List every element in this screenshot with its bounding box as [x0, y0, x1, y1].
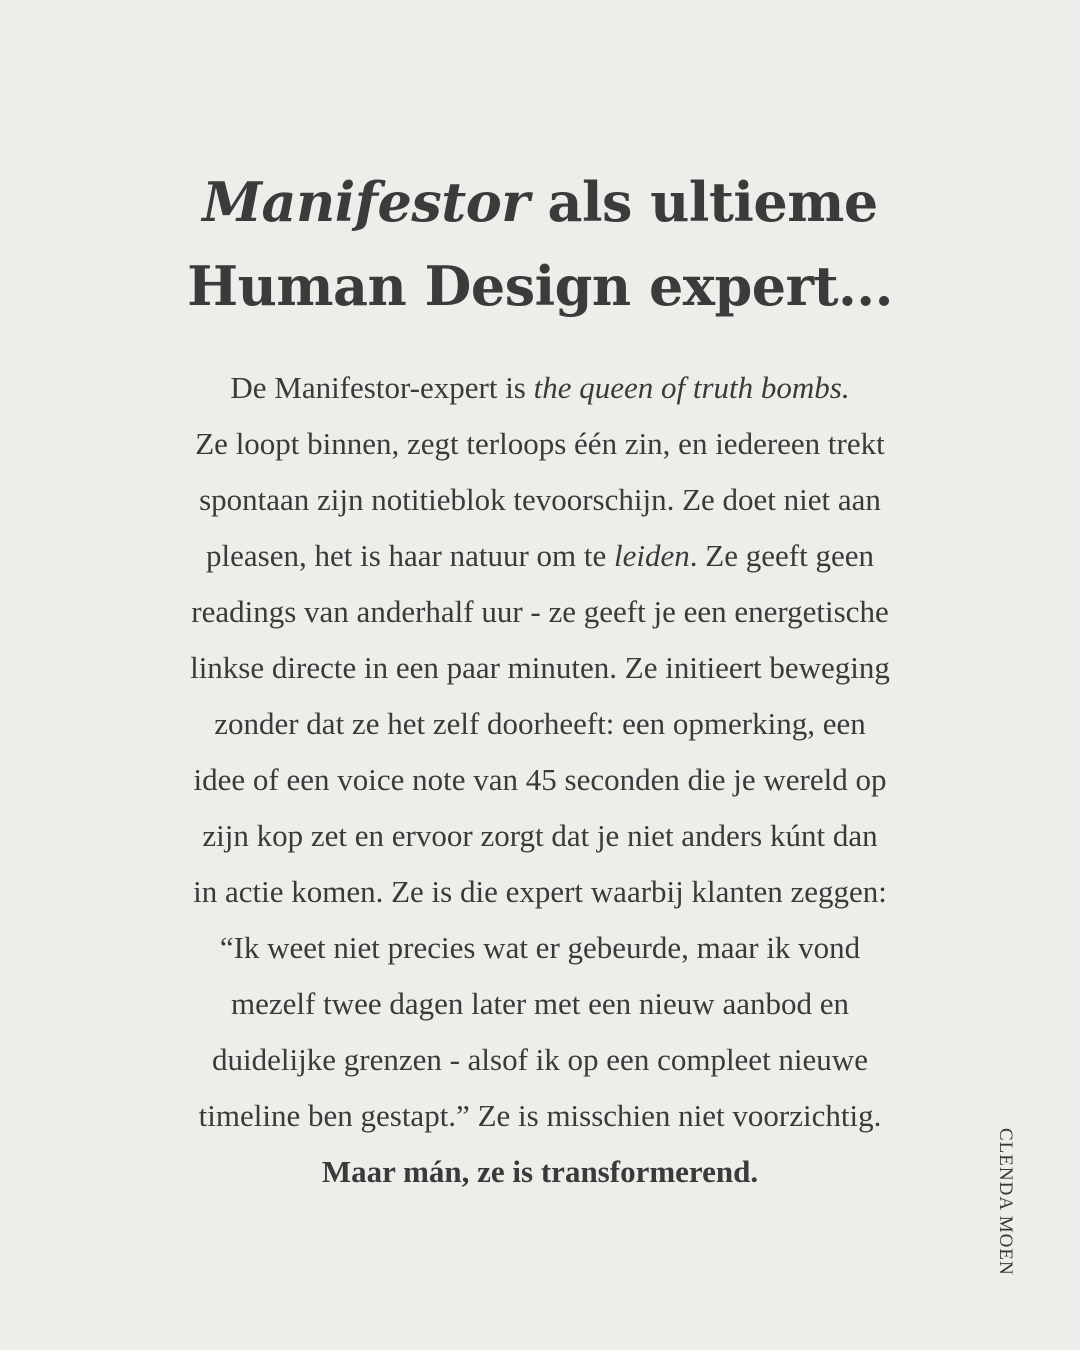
title-line-2: Human Design expert... [187, 254, 893, 318]
body-line-1-italic: the queen of truth bombs. [533, 370, 850, 405]
body-line-10: in actie komen. Ze is die expert waarbij klanten zeggen: [193, 874, 887, 909]
body-line-8: idee of een voice note van 45 seconden die je wereld op [193, 762, 887, 797]
body-line-11: “Ik weet niet precies wat er gebeurde, maar ik vond [219, 930, 861, 965]
body-line-7: zonder dat ze het zelf doorheeft: een opmerking, een [214, 706, 866, 741]
page-title [0, 160, 1080, 328]
body-line-2: Ze loopt binnen, zegt terloops één zin, en iedereen trekt [195, 426, 885, 461]
body-closing-line: Maar mán, ze is transformerend. [321, 1154, 759, 1189]
body-line-1 [130, 360, 950, 416]
body-line-13: duidelijke grenzen - alsof ik op een compleet nieuwe [212, 1042, 868, 1077]
body-line-14: timeline ben gestapt.” Ze is misschien niet voorzichtig. [198, 1098, 882, 1133]
body-line-4-italic: leiden [614, 538, 690, 573]
body-line-6: linkse directe in een paar minuten. Ze initieert beweging [190, 650, 890, 685]
body-line-9: zijn kop zet en ervoor zorgt dat je niet anders kúnt dan [202, 818, 878, 853]
body-text [130, 360, 950, 1200]
body-line-4-plain: pleasen, het is haar natuur om te [206, 538, 615, 573]
body-line-4 [130, 528, 950, 584]
author-signature: CLENDA MOEN [995, 1128, 1016, 1276]
title-emphasis: Manifestor [202, 170, 530, 234]
body-line-4-rest: . Ze geeft geen [689, 538, 874, 573]
body-line-3: spontaan zijn notitieblok tevoorschijn. Ze doet niet aan [199, 482, 881, 517]
title-line-1 [202, 170, 878, 234]
body-line-12: mezelf twee dagen later met een nieuw aanbod en [231, 986, 849, 1021]
title-line-1-rest: als ultieme [529, 170, 878, 234]
body-line-5: readings van anderhalf uur - ze geeft je een energetische [191, 594, 889, 629]
body-line-1-plain: De Manifestor-expert is [230, 370, 534, 405]
